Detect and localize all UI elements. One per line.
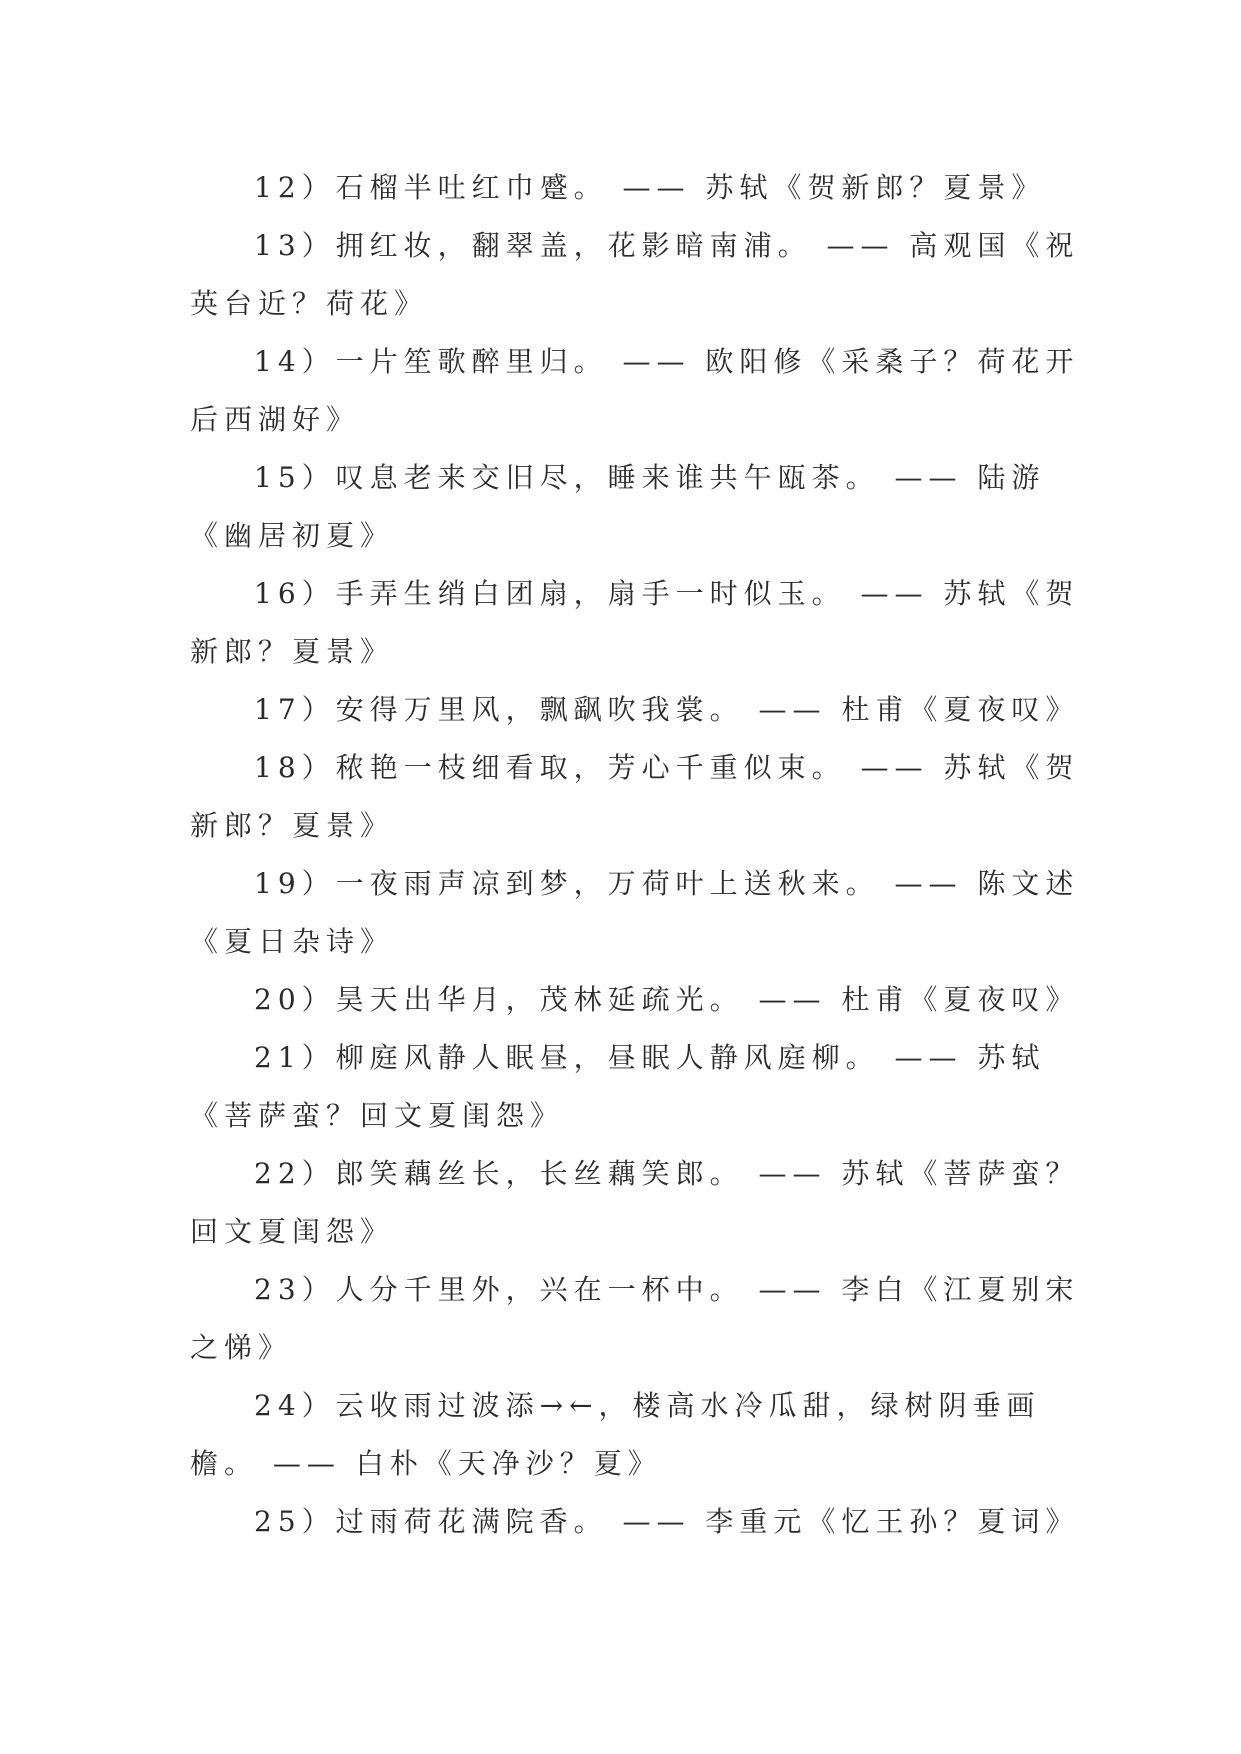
- quote-entry: 24）云收雨过波添→←，楼高水冷瓜甜，绿树阴垂画檐。 —— 白朴《天净沙？夏》: [190, 1389, 1041, 1480]
- quote-entry: 21）柳庭风静人眠昼，昼眠人静风庭柳。 —— 苏轼《菩萨蛮？回文夏闺怨》: [190, 1041, 1046, 1132]
- quote-entry: 25）过雨荷花满院香。 —— 李重元《忆王孙？夏词》: [254, 1505, 1080, 1538]
- quote-entry: 16）手弄生绡白团扇，扇手一时似玉。 —— 苏轼《贺新郎？夏景》: [190, 577, 1080, 668]
- quote-entry: 17）安得万里风，飘飖吹我裳。 —— 杜甫《夏夜叹》: [254, 693, 1080, 726]
- quote-entry: 13）拥红妆，翻翠盖，花影暗南浦。 —— 高观国《祝英台近？荷花》: [190, 229, 1080, 320]
- quote-entry: 19）一夜雨声凉到梦，万荷叶上送秋来。 —— 陈文述《夏日杂诗》: [190, 867, 1080, 958]
- quote-entry: 18）秾艳一枝细看取，芳心千重似束。 —— 苏轼《贺新郎？夏景》: [190, 751, 1080, 842]
- quote-entry: 12）石榴半吐红巾蹙。 —— 苏轼《贺新郎？夏景》: [254, 171, 1046, 204]
- quote-entry: 23）人分千里外，兴在一杯中。 —— 李白《江夏别宋之悌》: [190, 1273, 1080, 1364]
- quote-entry: 22）郎笑藕丝长，长丝藕笑郎。 —— 苏轼《菩萨蛮？回文夏闺怨》: [190, 1157, 1080, 1248]
- quote-entry: 15）叹息老来交旧尽，睡来谁共午瓯茶。 —— 陆游《幽居初夏》: [190, 461, 1046, 552]
- poem-quote-list: [190, 159, 1080, 1551]
- quote-entry: 20）昊天出华月，茂林延疏光。 —— 杜甫《夏夜叹》: [254, 983, 1080, 1016]
- quote-entry: 14）一片笙歌醉里归。 —— 欧阳修《采桑子？荷花开后西湖好》: [190, 345, 1080, 436]
